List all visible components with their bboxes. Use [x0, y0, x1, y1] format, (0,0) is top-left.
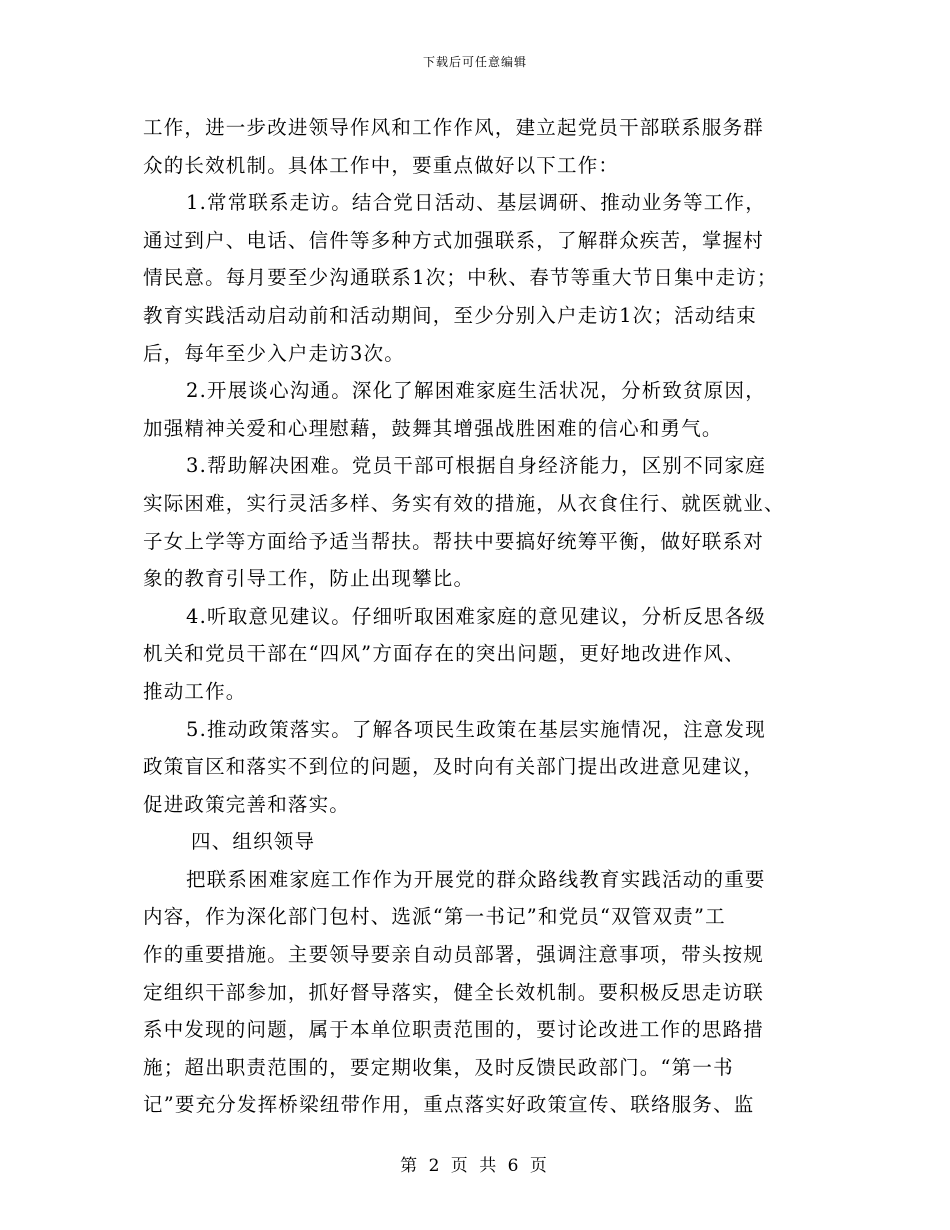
text-line: 后，每年至少入户走访3次。 — [143, 341, 406, 365]
text-line: 政策盲区和落实不到位的问题，及时向有关部门提出改进意见建议， — [143, 755, 765, 779]
list-item-3: 3.帮助解决困难。党员干部可根据自身经济能力，区别不同家庭 — [186, 454, 766, 478]
text-line: 通过到户、电话、信件等多种方式加强联系，了解群众疾苦，掌握村 — [143, 228, 765, 252]
text-line: 机关和党员干部在“四风”方面存在的突出问题，更好地改进作风、 — [143, 642, 745, 666]
text-line: 施；超出职责范围的，要定期收集，及时反馈民政部门。“第一书 — [143, 1055, 734, 1079]
text-line: 推动工作。 — [143, 679, 247, 703]
text-line: 内容，作为深化部门包村、选派“第一书记”和党员“双管双责”工 — [143, 905, 726, 929]
document-body — [143, 109, 803, 1124]
page-header: 下载后可任意编辑 — [422, 55, 527, 69]
text-line: 工作，进一步改进领导作风和工作作风，建立起党员干部联系服务群 — [143, 116, 765, 139]
paragraph-start: 把联系困难家庭工作作为开展党的群众路线教育实践活动的重要 — [186, 867, 766, 891]
text-line: 教育实践活动启动前和活动期间，至少分别入户走访1次；活动结束 — [143, 303, 757, 327]
text-line: 作的重要措施。主要领导要亲自动员部署，强调注意事项，带头按规 — [143, 943, 765, 967]
text-line: 促进政策完善和落实。 — [143, 792, 351, 816]
text-line: 实际困难，实行灵活多样、务实有效的措施，从衣食住行、就医就业、 — [143, 491, 785, 515]
text-line: 象的教育引导工作，防止出现攀比。 — [143, 567, 475, 591]
text-line: 情民意。每月要至少沟通联系1次；中秋、春节等重大节日集中走访； — [143, 266, 778, 290]
list-item-4: 4.听取意见建议。仔细听取困难家庭的意见建议，分析反思各级 — [186, 604, 766, 628]
text-line: 加强精神关爱和心理慰藉，鼓舞其增强战胜困难的信心和勇气。 — [143, 416, 723, 440]
section-heading: 四、组织领导 — [191, 830, 316, 854]
page-number: 第 2 页 共 6 页 — [400, 1156, 550, 1176]
text-line: 子女上学等方面给予适当帮扶。帮扶中要搞好统筹平衡，做好联系对 — [143, 529, 765, 553]
list-item-1: 1.常常联系走访。结合党日活动、基层调研、推动业务等工作， — [186, 191, 766, 215]
text-line: 系中发现的问题，属于本单位职责范围的，要讨论改进工作的思路措 — [143, 1018, 765, 1042]
text-line: 记”要充分发挥桥梁纽带作用，重点落实好政策宣传、联络服务、监 — [143, 1093, 755, 1117]
list-item-5: 5.推动政策落实。了解各项民生政策在基层实施情况，注意发现 — [186, 717, 766, 741]
list-item-2: 2.开展谈心沟通。深化了解困难家庭生活状况，分析致贫原因， — [186, 379, 766, 403]
text-line: 定组织干部参加，抓好督导落实，健全长效机制。要积极反思走访联 — [143, 980, 765, 1004]
text-line: 众的长效机制。具体工作中，要重点做好以下工作： — [143, 153, 620, 177]
